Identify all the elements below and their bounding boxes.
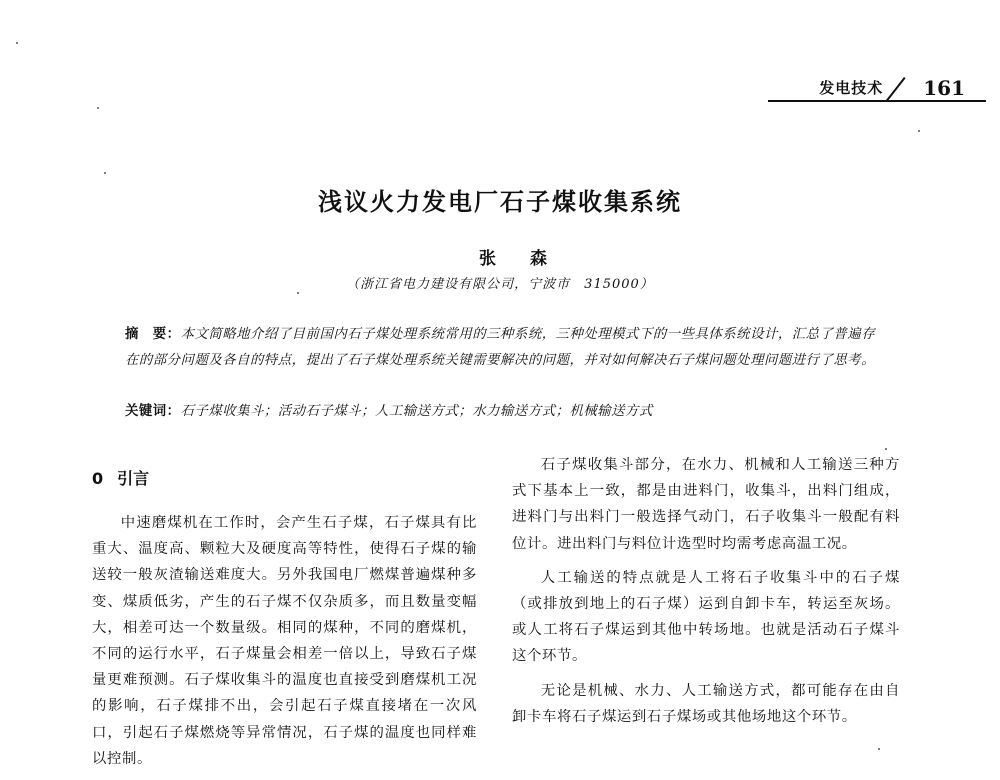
abstract-text: 本文简略地介绍了目前国内石子煤处理系统常用的三种系统，三种处理模式下的一些具体系统设计，汇总了普遍存在的部分问题及各自的特点，提出了石子煤处理系统关键需要解决的问题，并对如何解决石子煤问题处理问题进行了思考。 xyxy=(125,327,876,368)
article-author: 张 森 xyxy=(479,249,561,269)
keywords xyxy=(125,400,880,424)
journal-section-name: 发电技术 xyxy=(819,79,884,97)
running-header xyxy=(819,76,965,100)
abstract xyxy=(125,322,880,374)
body-paragraph: 无论是机械、水力、人工输送方式，都可能存在由自卸卡车将石子煤运到石子煤场或其他场地这个环节。 xyxy=(512,682,900,725)
header-rule xyxy=(768,100,986,102)
keywords-text: 石子煤收集斗；活动石子煤斗；人工输送方式；水力输送方式；机械输送方式 xyxy=(180,404,653,419)
scan-speck xyxy=(918,130,920,132)
scan-speck xyxy=(16,42,18,44)
section-number: 0 xyxy=(92,469,104,488)
left-column xyxy=(92,510,477,780)
body-paragraph: 中速磨煤机在工作时，会产生石子煤，石子煤具有比重大、温度高、颗粒大及硬度高等特性，使得石子煤的输送较一般灰渣输送难度大。另外我国电厂燃煤普遍煤种多变、煤质低劣，产生的石子煤不仅杂质多，而且数量变幅大，相差可达一个数量级。相同的煤种，不同的磨煤机，不同的运行水平，石子煤量会相差一倍以上，导致石子煤量更难预测。石子煤收集斗的温度也直接受到磨煤机工况的影响，石子煤排不出，会引起石子煤直接堵在一次风口，引起石子煤燃烧等异常情况，石子煤的温度也同样难以控制。 xyxy=(92,515,477,767)
page-number: 161 xyxy=(923,76,965,100)
scan-speck xyxy=(97,107,99,109)
scan-speck xyxy=(885,448,887,450)
scan-speck xyxy=(104,172,106,174)
article-title: 浅议火力发电厂石子煤收集系统 xyxy=(318,188,682,216)
section-title: 引言 xyxy=(117,469,150,488)
abstract-label: 摘 要： xyxy=(125,327,181,342)
body-paragraph: 人工输送的特点就是人工将石子收集斗中的石子煤（或排放到地上的石子煤）运到自卸卡车，转运至灰场。或人工将石子煤运到其他中转场地。也就是活动石子煤斗这个环节。 xyxy=(512,569,900,665)
section-heading xyxy=(92,466,149,489)
body-paragraph: 石子煤收集斗部分，在水力、机械和人工输送三种方式下基本上一致，都是由进料门，收集斗，出料门组成，进料门与出料门一般选择气动门，石子收集斗一般配有料位计。进出料门与料位计选型时均需考虑高温工况。 xyxy=(512,457,900,552)
keywords-label: 关键词： xyxy=(125,404,181,419)
right-column xyxy=(512,452,900,738)
scan-speck xyxy=(878,748,880,750)
scan-speck xyxy=(297,292,299,294)
author-affiliation: （浙江省电力建设有限公司，宁波市 315000） xyxy=(346,277,654,292)
